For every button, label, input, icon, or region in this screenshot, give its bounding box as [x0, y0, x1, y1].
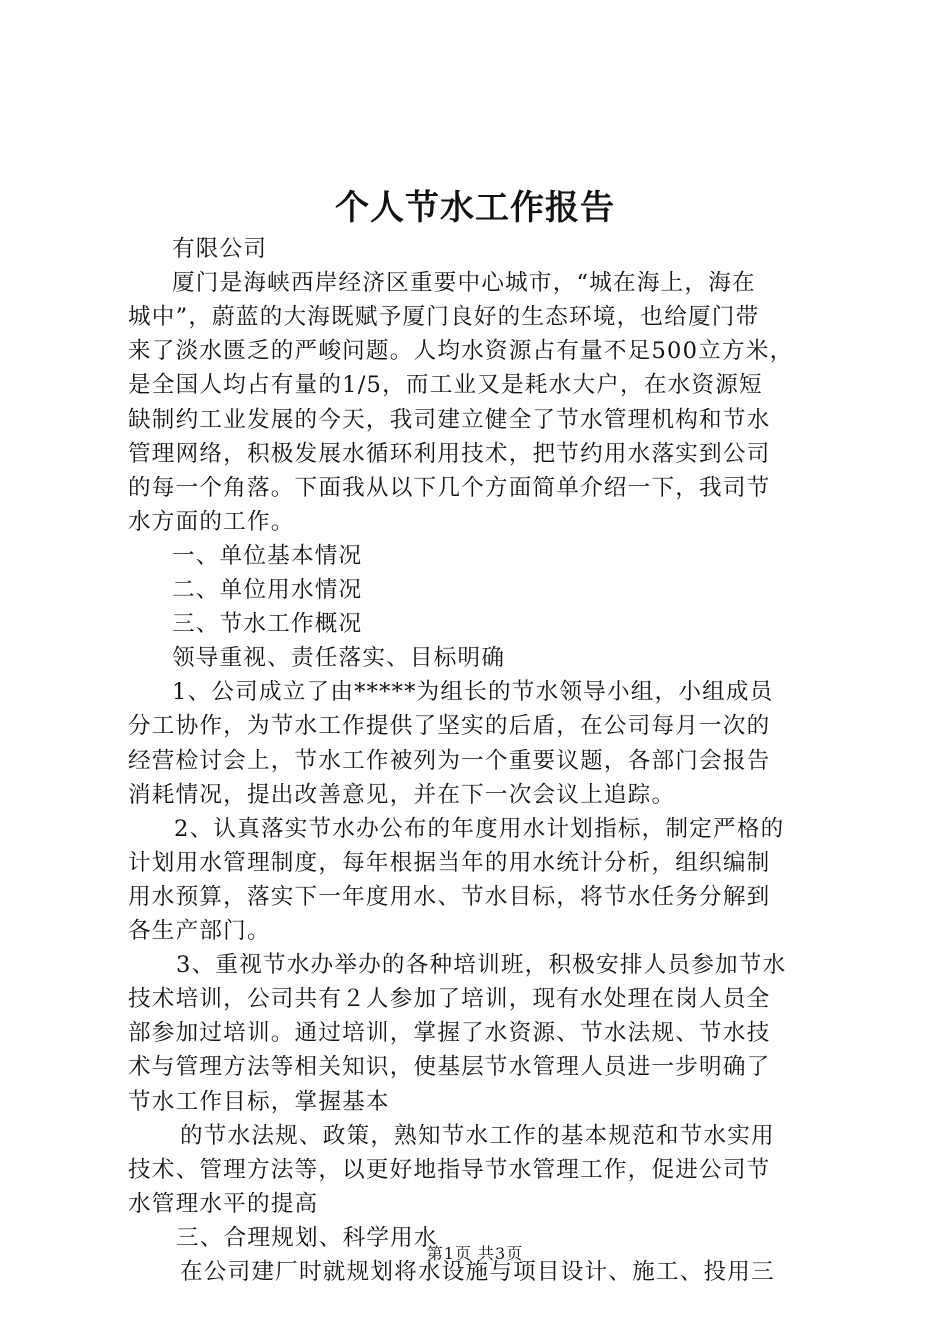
body-line: 二、单位用水情况 — [172, 577, 363, 603]
body-line: 2、认真落实节水办公布的年度用水计划指标，制定严格的 — [174, 815, 785, 842]
document-title: 个人节水工作报告 — [335, 188, 615, 228]
body-line: 缺制约工业发展的今天，我司建立健全了节水管理机构和节水 — [128, 406, 771, 433]
body-line: 一、单位基本情况 — [172, 542, 363, 569]
body-line: 三、节水工作概况 — [172, 611, 363, 638]
body-line: 领导重视、责任落实、目标明确 — [172, 645, 506, 672]
body-line: 计划用水管理制度，每年根据当年的用水统计分析，组织编制 — [128, 849, 771, 876]
body-line: 有限公司 — [172, 236, 268, 262]
body-line: 在公司建厂时就规划将水设施与项目设计、施工、投用三 — [180, 1259, 775, 1285]
body-line: 经营检讨会上，节水工作被列为一个重要议题，各部门会报告 — [128, 747, 771, 774]
body-line: 用水预算，落实下一年度用水、节水目标，将节水任务分解到 — [128, 883, 771, 910]
body-line: 的节水法规、政策，熟知节水工作的基本规范和节水实用 — [180, 1122, 775, 1149]
body-line: 的每一个角落。下面我从以下几个方面简单介绍一下，我司节 — [128, 474, 771, 501]
body-line: 厦门是海峡西岸经济区重要中心城市，“城在海上，海在 — [172, 270, 756, 297]
body-line: 1、公司成立了由*****为组长的节水领导小组，小组成员 — [172, 679, 774, 706]
body-line: 城中”，蔚蓝的大海既赋予厦门良好的生态环境，也给厦门带 — [128, 304, 760, 331]
body-line: 3、重视节水办举办的各种培训班，积极安排人员参加节水 — [176, 952, 787, 979]
body-line: 来了淡水匮乏的严峻问题。人均水资源占有量不足500立方米， — [128, 338, 794, 365]
body-line: 三、合理规划、科学用水 — [176, 1224, 438, 1251]
body-line: 节水工作目标，掌握基本 — [128, 1088, 390, 1115]
body-line: 管理网络，积极发展水循环利用技术，把节约用水落实到公司 — [128, 440, 771, 467]
body-line: 是全国人均占有量的1/5，而工业又是耗水大户，在水资源短 — [128, 372, 763, 399]
body-line: 水方面的工作。 — [128, 508, 295, 535]
body-line: 消耗情况，提出改善意见，并在下一次会议上追踪。 — [128, 781, 676, 808]
body-line: 术与管理方法等相关知识，使基层节水管理人员进一步明确了 — [128, 1054, 771, 1081]
body-line: 水管理水平的提高 — [128, 1190, 319, 1217]
body-line: 分工协作，为节水工作提供了坚实的后盾，在公司每月一次的 — [128, 713, 771, 740]
body-line: 部参加过培训。通过培训，掌握了水资源、节水法规、节水技 — [128, 1020, 771, 1047]
page-number: 第1页 共3页 — [426, 1244, 524, 1263]
body-line: 技术、管理方法等，以更好地指导节水管理工作，促进公司节 — [128, 1156, 771, 1183]
body-line: 技术培训，公司共有２人参加了培训，现有水处理在岗人员全 — [128, 986, 771, 1013]
body-line: 各生产部门。 — [128, 918, 271, 944]
